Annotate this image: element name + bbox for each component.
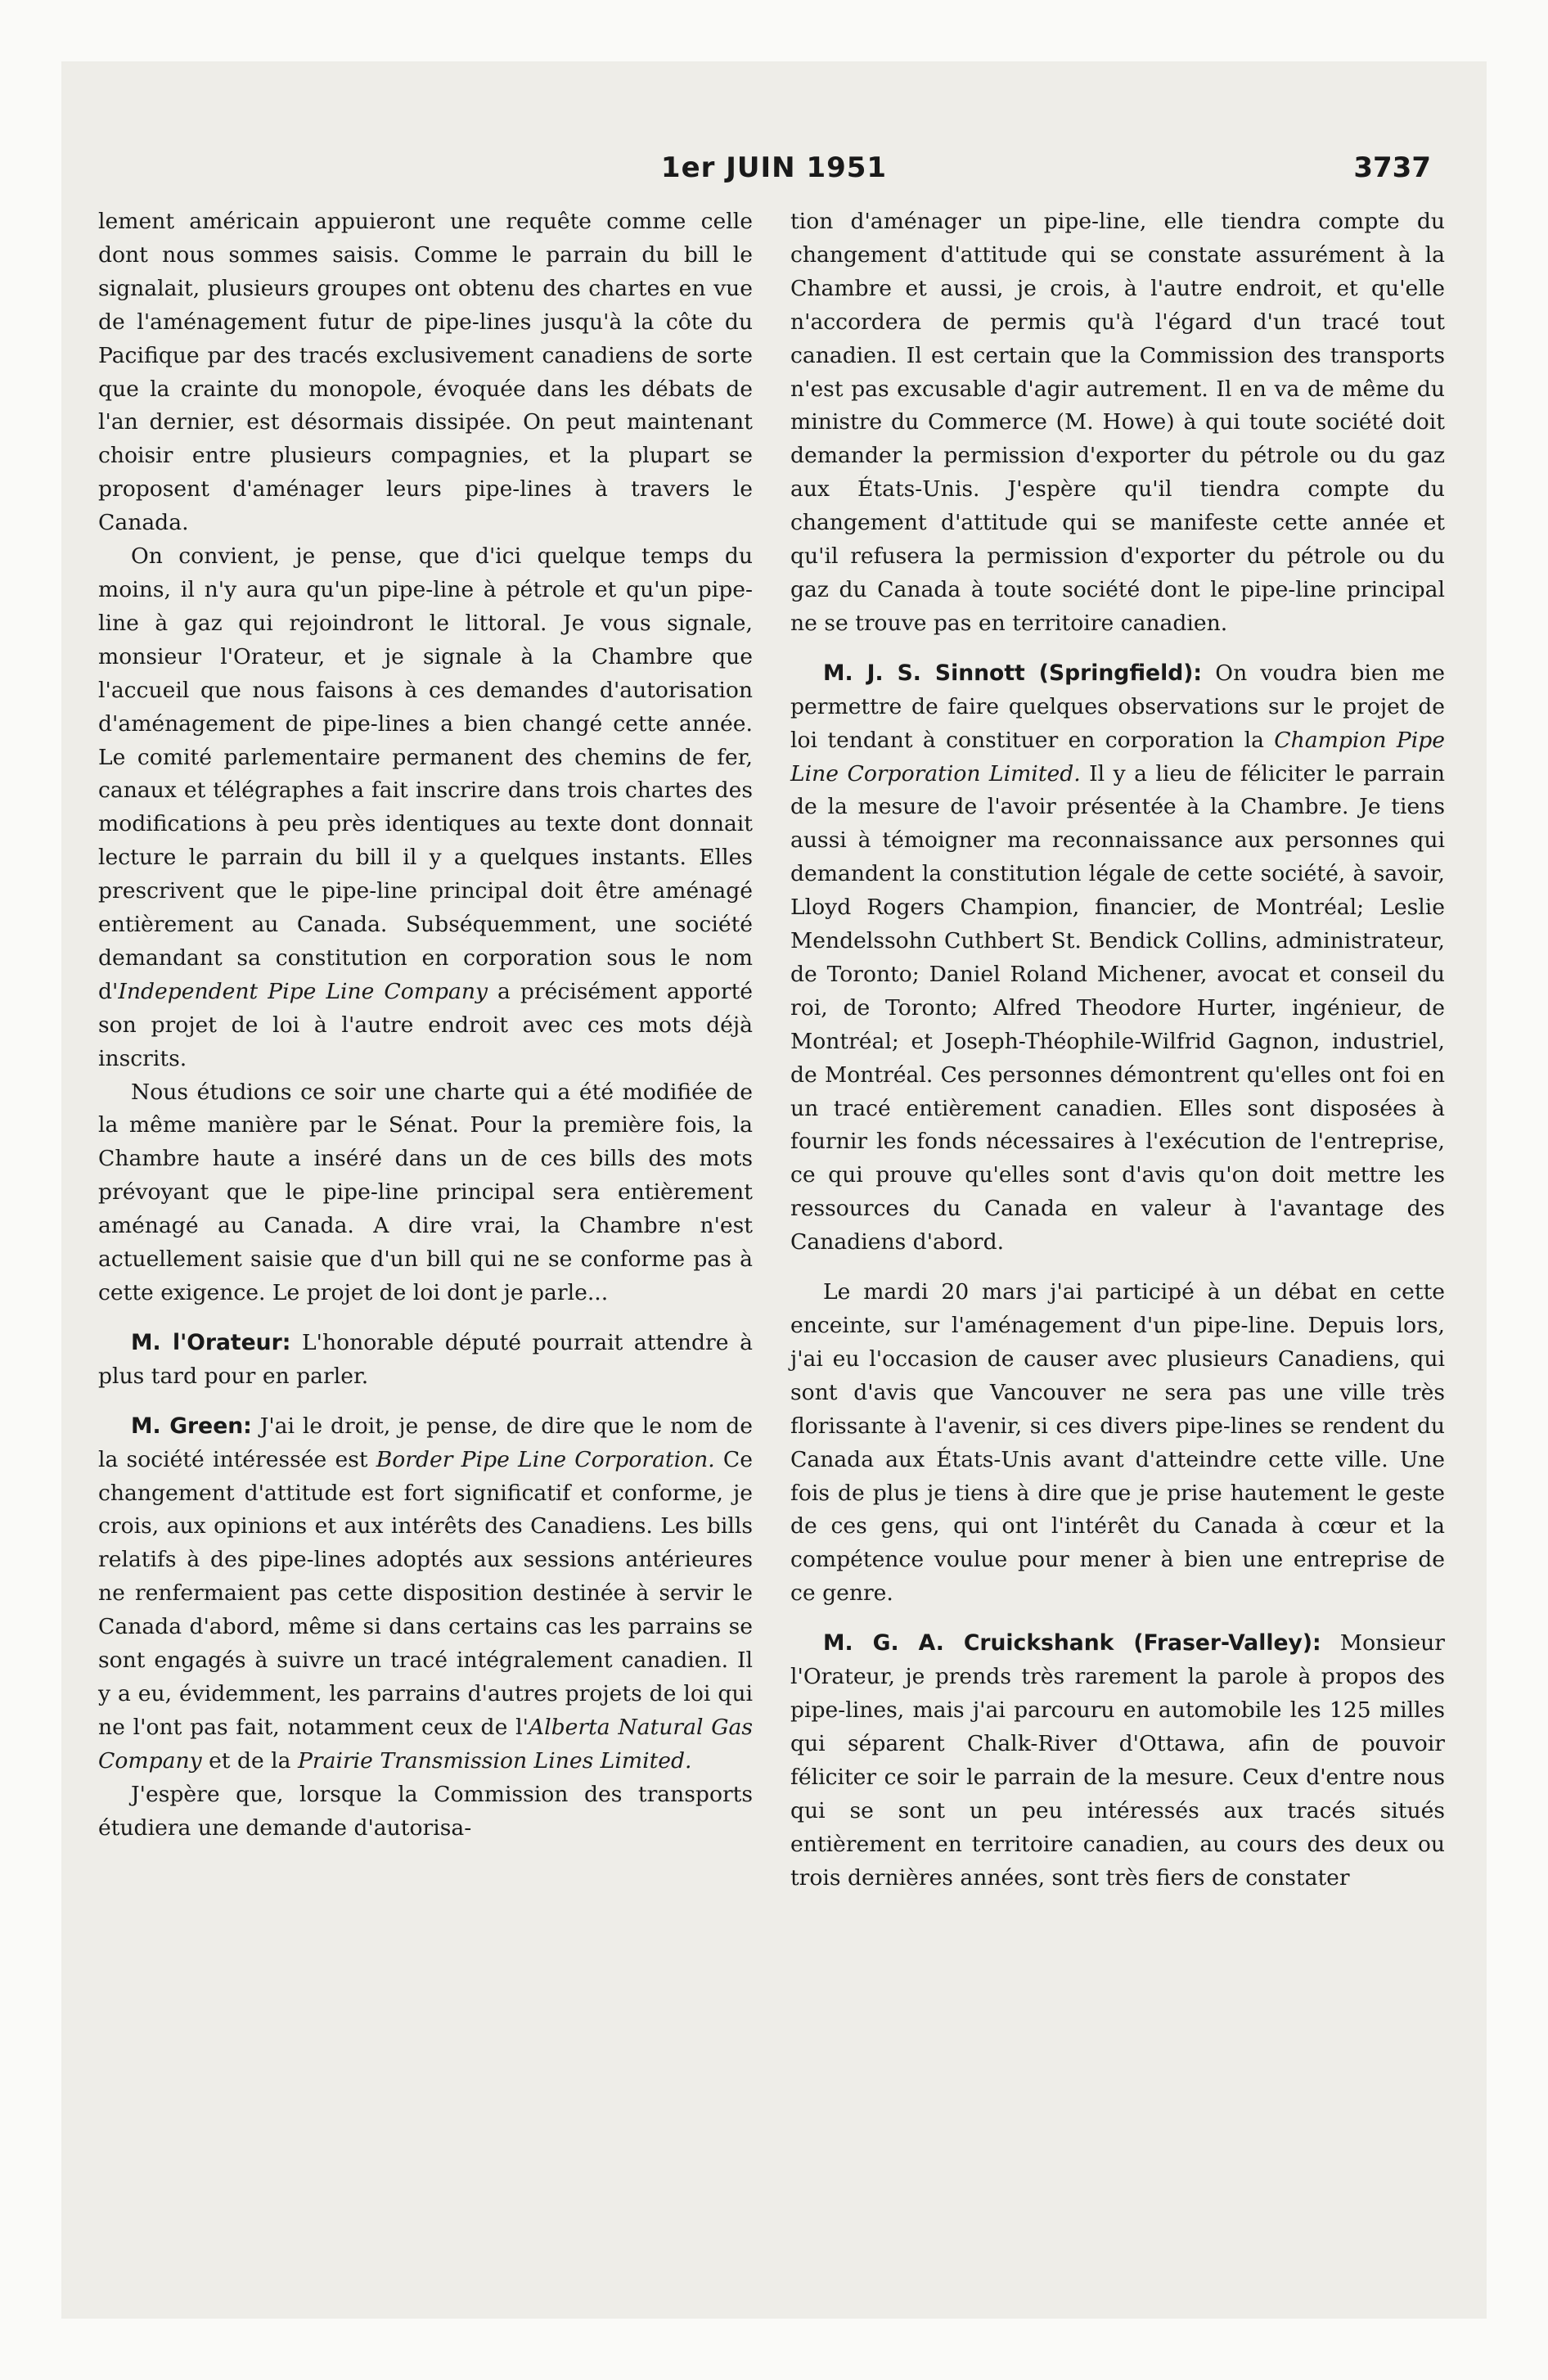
paragraph: J'espère que, lorsque la Commission des transports étudiera une demande d'autorisa- xyxy=(98,1781,753,1841)
paragraph xyxy=(98,1327,753,1394)
speaker-name: M. Green: xyxy=(131,1413,252,1439)
paragraph: Nous étudions ce soir une charte qui a été modifiée de la même manière par le Sénat. Pour la première fois, la Chambre haute a inséré dans un de ces bills des mots prévoyant que le pipe-line principal sera entièrement aménagé au Canada. A dire vrai, la Chambre n'est actuellement saisie que d'un bill qui ne se conforme pas à cette exigence. Le projet de loi dont je parle... xyxy=(98,1079,753,1305)
speaker-name: M. J. S. Sinnott (Springfield): xyxy=(823,660,1203,686)
paragraph-text: On convient, je pense, que d'ici quelque temps du moins, il n'y aura qu'un pipe-line à pétrole et qu'un pipe-line à gaz qui rejoindront le littoral. Je vous signale, monsieur l'Orateur, et je signale à la Chambre que l'accueil que nous faisons à ces demandes d'autorisation d'aménagement de pipe-lines a bien changé cette année. Le comité parlementaire permanent des chemins de fer, canaux et télégraphes a fait inscrire dans trois chartes des modifications à peu près identiques au texte dont donnait lecture le parrain du bill il y a quelques instants. Elles prescrivent que le pipe-line principal doit être aménagé entièrement au Canada. Subséquemment, une société demandant sa constitution en corporation sous le nom d' xyxy=(98,543,753,1004)
paragraph: Le mardi 20 mars j'ai participé à un débat en cette enceinte, sur l'aménagement d'un pipe-line. Depuis lors, j'ai eu l'occasion de causer avec plusieurs Canadiens, qui sont d'avis que Vancouver ne sera pas une ville très florissante à l'avenir, si ces divers pipe-lines se rendent du Canada aux États-Unis avant d'atteindre cette ville. Une fois de plus je tiens à dire que je prise hautement le geste de ces gens, qui ont l'intérêt du Canada à cœur et la compétence voulue pour mener à bien une entreprise de ce genre. xyxy=(790,1279,1445,1607)
paragraph-text: Monsieur l'Orateur, je prends très rarement la parole à propos des pipe-lines, mais j'ai parcouru en automobile les 125 milles qui séparent Chalk-River d'Ottawa, afin de pouvoir féliciter ce soir le parrain de la mesure. Ceux d'entre nous qui se sont un peu intéressés aux tracés situés entièrement en territoire canadien, au cours des deux ou trois dernières années, sont très fiers de constater xyxy=(790,1630,1445,1891)
right-column xyxy=(790,205,1445,1895)
paragraph xyxy=(790,657,1445,1260)
paragraph xyxy=(98,540,753,1076)
company-name: Champion Pipe Line Corporation Limited. xyxy=(790,727,1445,787)
page xyxy=(61,61,1487,2319)
page-header xyxy=(61,151,1487,187)
company-name: Independent Pipe Line Company xyxy=(118,978,488,1004)
paragraph-text: a précisément apporté son projet de loi à l'autre endroit avec ces mots déjà inscrits. xyxy=(98,978,753,1071)
page-date: 1er JUIN 1951 xyxy=(660,151,888,184)
paragraph: tion d'aménager un pipe-line, elle tiendra compte du changement d'attitude qui se constate assurément à la Chambre et aussi, je crois, à l'autre endroit, et qu'elle n'accordera de permis qu'à l'égard d'un tracé tout canadien. Il est certain que la Commission des transports n'est pas excusable d'agir autrement. Il en va de même du ministre du Commerce (M. Howe) à qui toute société doit demander la permission d'exporter du pétrole ou du gaz aux États-Unis. J'espère qu'il tiendra compte du changement d'attitude qui se manifeste cette année et qu'il refusera la permission d'exporter du pétrole ou du gaz du Canada à toute société dont le pipe-line principal ne se trouve pas en territoire canadien. xyxy=(790,209,1445,636)
paragraph-text: J'ai le droit, je pense, de dire que le nom de la société intéressée est xyxy=(98,1413,753,1472)
paragraph-text: et de la xyxy=(201,1747,298,1774)
left-column xyxy=(98,205,753,1846)
company-name: Border Pipe Line Corporation. xyxy=(376,1446,715,1472)
paragraph-text: L'honorable député pourrait attendre à plus tard pour en parler. xyxy=(98,1329,753,1389)
paragraph xyxy=(98,1410,753,1778)
speaker-name: M. G. A. Cruickshank (Fraser-Valley): xyxy=(823,1630,1321,1657)
paragraph-text: On voudra bien me permettre de faire quelques observations sur le projet de loi tendant à constituer en corporation la xyxy=(790,660,1445,753)
paragraph xyxy=(790,1627,1445,1895)
paragraph-text: Il y a lieu de féliciter le parrain de la mesure de l'avoir présentée à la Chambre. Je tiens aussi à témoigner ma reconnaissance aux personnes qui demandent la constitution légale de cette société, à savoir, Lloyd Rogers Champion, financier, de Montréal; Leslie Mendelssohn Cuthbert St. Bendick Collins, administrateur, de Toronto; Daniel Roland Michener, avocat et conseil du roi, de Toronto; Alfred Theodore Hurter, ingénieur, de Montréal; et Joseph-Théophile-Wilfrid Gagnon, industriel, de Montréal. Ces personnes démontrent qu'elles ont foi en un tracé entièrement canadien. Elles sont disposées à fournir les fonds nécessaires à l'exécution de l'entreprise, ce qui prouve qu'elles sont d'avis qu'on doit mettre les ressources du Canada en valeur à l'avantage des Canadiens d'abord. xyxy=(790,760,1445,1255)
company-name: Alberta Natural Gas Company xyxy=(98,1714,753,1774)
paragraph: lement américain appuieront une requête comme celle dont nous sommes saisis. Comme le parrain du bill le signalait, plusieurs groupes ont obtenu des chartes en vue de l'aménagement futur de pipe-lines jusqu'à la côte du Pacifique par des tracés exclusivement canadiens de sorte que la crainte du monopole, évoquée dans les débats de l'an dernier, est désormais dissipée. On peut maintenant choisir entre plusieurs compagnies, et la plupart se proposent d'aménager leurs pipe-lines à travers le Canada. xyxy=(98,209,753,536)
paragraph-text: Ce changement d'attitude est fort significatif et conforme, je crois, aux opinions et aux intérêts des Canadiens. Les bills relatifs à des pipe-lines adoptés aux sessions antérieures ne renfermaient pas cette disposition destinée à servir le Canada d'abord, même si dans certains cas les parrains se sont engagés à suivre un tracé intégralement canadien. Il y a eu, évidemment, les parrains d'autres projets de loi qui ne l'ont pas fait, notamment ceux de l' xyxy=(98,1446,754,1740)
company-name: Prairie Transmission Lines Limited. xyxy=(297,1747,692,1774)
speaker-name: M. l'Orateur: xyxy=(131,1329,291,1355)
page-number: 3737 xyxy=(1353,151,1431,184)
